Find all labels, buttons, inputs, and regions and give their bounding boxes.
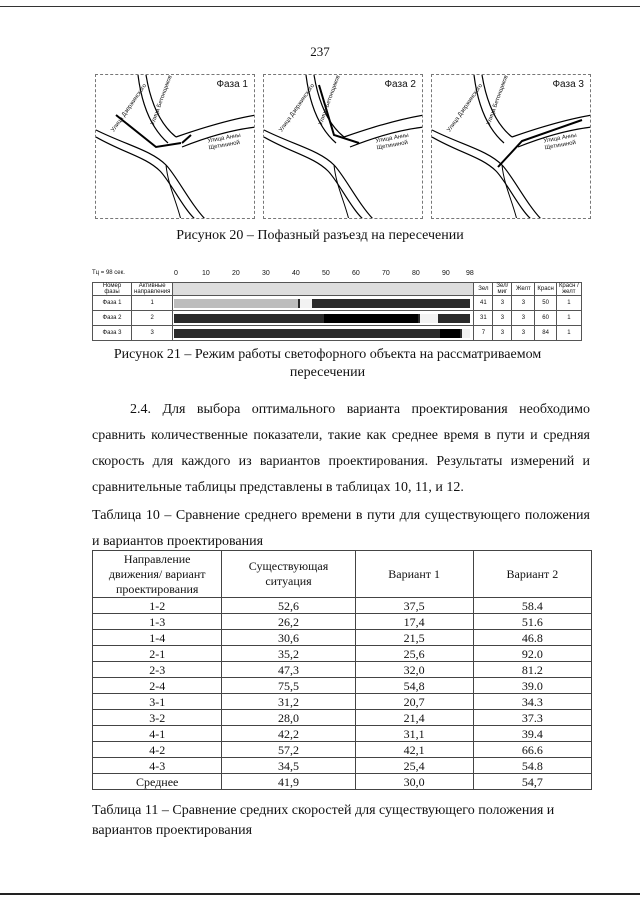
column-header: Вариант 1	[355, 551, 473, 598]
phase-label: Фаза 2	[384, 79, 416, 90]
red-cell: 60	[535, 311, 556, 326]
phase-cell: Фаза 2	[93, 311, 132, 326]
header-yellow: Желт	[512, 283, 535, 296]
figure-21-caption	[80, 346, 575, 382]
value-cell: 37.3	[473, 710, 591, 726]
table-row	[93, 774, 592, 790]
table-row	[93, 598, 592, 614]
value-cell: 28,0	[222, 710, 355, 726]
active-cell: 3	[132, 326, 173, 341]
table-row	[93, 710, 592, 726]
cycle-label: Тц = 98 сек.	[92, 270, 125, 276]
caption-line: пересечении	[289, 365, 366, 380]
value-cell: 51.6	[473, 614, 591, 630]
figure-20-caption: Рисунок 20 – Пофазный разъезд на пересечении	[176, 228, 464, 243]
yellow-cell: 3	[512, 326, 535, 341]
red-yellow-cell: 1	[556, 311, 581, 326]
value-cell: 37,5	[355, 598, 473, 614]
street-label: Улица Анны Щетининой	[375, 132, 410, 152]
phase-bar	[174, 314, 470, 323]
table-row	[93, 662, 592, 678]
phase-label: Фаза 3	[552, 79, 584, 90]
table-row	[93, 694, 592, 710]
street-label: Улица Дзержинского	[278, 82, 317, 134]
column-header: Существующая ситуация	[222, 551, 355, 598]
value-cell: 39.0	[473, 678, 591, 694]
red-cell: 50	[535, 296, 556, 311]
value-cell: 54.8	[473, 758, 591, 774]
green-cell: 7	[474, 326, 493, 341]
direction-cell: 3-2	[93, 710, 222, 726]
table-row	[93, 646, 592, 662]
value-cell: 42,2	[222, 726, 355, 742]
yellow-cell: 3	[512, 311, 535, 326]
header-active: Активные направления	[132, 283, 173, 296]
value-cell: 34,5	[222, 758, 355, 774]
tick-label: 60	[352, 270, 360, 277]
street-label: Улица Бетонщиков	[150, 74, 174, 127]
value-cell: 46.8	[473, 630, 591, 646]
value-cell: 52,6	[222, 598, 355, 614]
direction-cell: 4-2	[93, 742, 222, 758]
timeline-cell	[173, 326, 474, 341]
table-11-title: Таблица 11 – Сравнение средних скоростей для существующего положения и вариантов проектирования	[92, 803, 555, 838]
phase-bar	[174, 329, 470, 338]
value-cell: 35,2	[222, 646, 355, 662]
direction-cell: 3-1	[93, 694, 222, 710]
value-cell: 58.4	[473, 598, 591, 614]
phase-bar	[174, 299, 470, 308]
table-row	[93, 326, 582, 341]
green-blink-cell: 3	[493, 326, 512, 341]
green-blink-cell: 3	[493, 311, 512, 326]
table-10-title: Таблица 10 – Сравнение среднего времени в пути для существующего положения и вариантов проектирования	[92, 508, 590, 549]
timeline-cell	[173, 296, 474, 311]
tick-label: 40	[292, 270, 300, 277]
street-label: Улица Дзержинского	[446, 82, 485, 134]
green-blink-cell: 3	[493, 296, 512, 311]
table-row	[93, 630, 592, 646]
street-label: Улица Дзержинского	[110, 82, 149, 134]
page-number: 237	[310, 44, 330, 59]
tick-label: 10	[202, 270, 210, 277]
street-label: Улица Анны Щетининой	[207, 132, 242, 152]
value-cell: 31,2	[222, 694, 355, 710]
column-header: Направление движения/ вариант проектирования	[93, 551, 222, 598]
value-cell: 20,7	[355, 694, 473, 710]
top-rule	[0, 6, 640, 7]
green-cell: 31	[474, 311, 493, 326]
value-cell: 26,2	[222, 614, 355, 630]
value-cell: 25,4	[355, 758, 473, 774]
value-cell: 41,9	[222, 774, 355, 790]
phase-cell: Фаза 1	[93, 296, 132, 311]
bottom-rule	[0, 893, 640, 895]
header-green: Зел	[474, 283, 493, 296]
value-cell: 81.2	[473, 662, 591, 678]
red-cell: 84	[535, 326, 556, 341]
red-yellow-cell: 1	[556, 326, 581, 341]
direction-cell: 2-1	[93, 646, 222, 662]
table-row	[93, 678, 592, 694]
phase-diagram-3	[431, 74, 591, 219]
time-axis	[92, 268, 592, 282]
table-header-row	[93, 551, 592, 598]
direction-cell: Среднее	[93, 774, 222, 790]
value-cell: 21,4	[355, 710, 473, 726]
value-cell: 25,6	[355, 646, 473, 662]
header-phase-no: Номер фазы	[93, 283, 132, 296]
direction-cell: 1-4	[93, 630, 222, 646]
phase-cell: Фаза 3	[93, 326, 132, 341]
header-timeline	[173, 283, 474, 296]
value-cell: 21,5	[355, 630, 473, 646]
street-label: Улица Бетонщиков	[486, 74, 510, 127]
value-cell: 57,2	[222, 742, 355, 758]
table-row	[93, 311, 582, 326]
signal-timing-table	[92, 282, 582, 341]
value-cell: 34.3	[473, 694, 591, 710]
street-label: Улица Анны Щетининой	[543, 132, 578, 152]
tick-label: 30	[262, 270, 270, 277]
phase-diagram-2	[263, 74, 423, 219]
tick-label: 70	[382, 270, 390, 277]
green-cell: 41	[474, 296, 493, 311]
tick-label: 50	[322, 270, 330, 277]
value-cell: 54,8	[355, 678, 473, 694]
tick-label: 98	[466, 270, 474, 277]
table-row	[93, 296, 582, 311]
figure-20	[95, 74, 595, 224]
phase-label: Фаза 1	[216, 79, 248, 90]
phase-diagram-1	[95, 74, 255, 219]
table-10	[92, 550, 592, 790]
value-cell: 92.0	[473, 646, 591, 662]
timeline-cell	[173, 311, 474, 326]
value-cell: 32,0	[355, 662, 473, 678]
column-header: Вариант 2	[473, 551, 591, 598]
direction-cell: 2-3	[93, 662, 222, 678]
value-cell: 75,5	[222, 678, 355, 694]
value-cell: 66.6	[473, 742, 591, 758]
red-yellow-cell: 1	[556, 296, 581, 311]
value-cell: 30,6	[222, 630, 355, 646]
caption-line: Рисунок 21 – Режим работы светофорного объекта на рассматриваемом	[113, 347, 542, 362]
table-row	[93, 758, 592, 774]
tick-label: 90	[442, 270, 450, 277]
table-row	[93, 726, 592, 742]
header-red: Красн	[535, 283, 556, 296]
street-label: Улица Бетонщиков	[318, 74, 342, 127]
direction-cell: 2-4	[93, 678, 222, 694]
value-cell: 31,1	[355, 726, 473, 742]
active-cell: 1	[132, 296, 173, 311]
direction-cell: 4-1	[93, 726, 222, 742]
direction-cell: 1-3	[93, 614, 222, 630]
tick-label: 0	[174, 270, 178, 277]
header-red-yellow: Красн /желт	[556, 283, 581, 296]
table-row	[93, 742, 592, 758]
header-green-blink: Зел/ миг	[493, 283, 512, 296]
tick-label: 80	[412, 270, 420, 277]
value-cell: 47,3	[222, 662, 355, 678]
body-paragraph: 2.4. Для выбора оптимального варианта проектирования необходимо сравнить количественные показатели, такие как среднее время в пути и средняя скорость для каждого из вариантов проектирования. Результаты измерений и сравнительные таблицы представлены в таблицах 10, 11, и 12.	[92, 402, 590, 495]
yellow-cell: 3	[512, 296, 535, 311]
table-row	[93, 614, 592, 630]
value-cell: 17,4	[355, 614, 473, 630]
value-cell: 54,7	[473, 774, 591, 790]
direction-cell: 4-3	[93, 758, 222, 774]
value-cell: 42,1	[355, 742, 473, 758]
tick-label: 20	[232, 270, 240, 277]
value-cell: 39.4	[473, 726, 591, 742]
value-cell: 30,0	[355, 774, 473, 790]
direction-cell: 1-2	[93, 598, 222, 614]
active-cell: 2	[132, 311, 173, 326]
